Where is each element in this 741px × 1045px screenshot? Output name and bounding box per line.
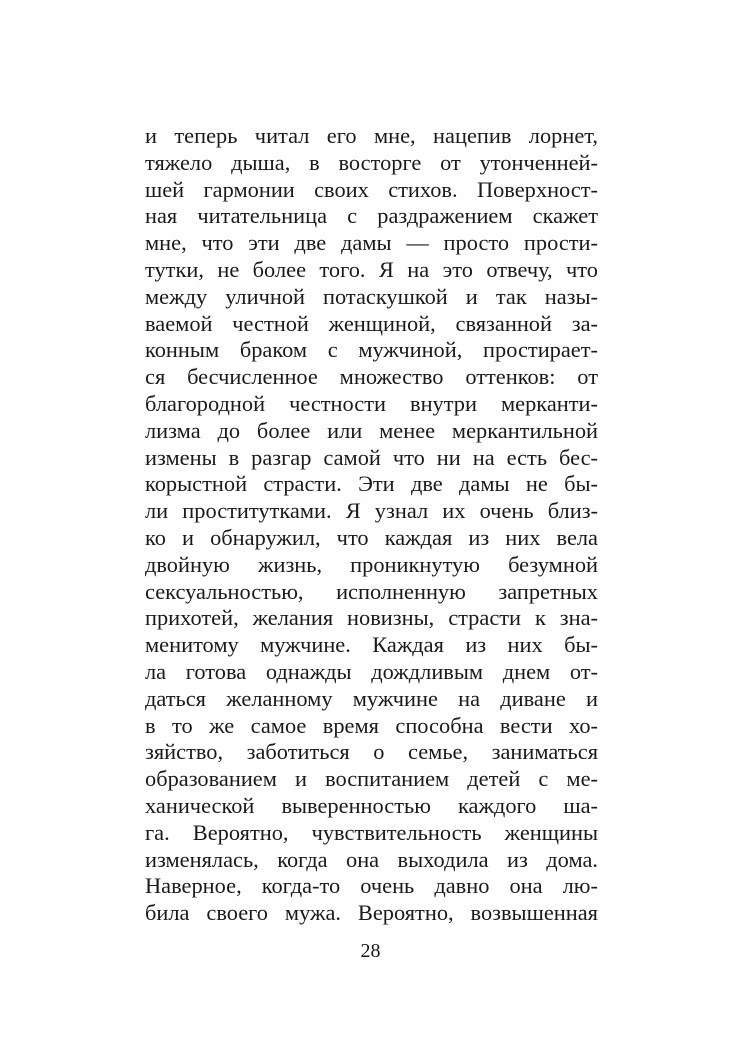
text-line: ся бесчисленное множество оттенков: от (145, 364, 598, 390)
text-line: га. Вероятно, чувствительность женщины (145, 819, 598, 845)
text-line: в то же самое время способна вести хо- (145, 712, 598, 738)
text-line: Наверное, когда-то очень давно она лю- (145, 873, 598, 899)
text-line: шей гармонии своих стихов. Поверхност- (145, 176, 598, 202)
text-line: прихотей, желания новизны, страсти к зна- (145, 605, 598, 631)
text-line: благородной честности внутри мерканти- (145, 390, 598, 416)
text-line: мне, что эти две дамы — просто прости- (145, 230, 598, 256)
text-line: ко и обнаружил, что каждая из них вела (145, 524, 598, 550)
text-line: ханической выверенностью каждого ша- (145, 792, 598, 818)
text-line: и теперь читал его мне, нацепив лорнет, (145, 123, 598, 148)
page-number: 28 (360, 940, 381, 962)
text-line: менитому мужчине. Каждая из них бы- (145, 632, 598, 658)
text-line: измены в разгар самой что ни на есть бес- (145, 444, 598, 470)
text-line: между уличной потаскушкой и так назы- (145, 283, 598, 309)
text-line: била своего мужа. Вероятно, возвышенная (145, 900, 598, 926)
text-line: тяжело дыша, в восторге от утонченней- (145, 149, 598, 175)
text-line: образованием и воспитанием детей с ме- (145, 766, 598, 792)
text-line: ная читательница с раздражением скажет (145, 203, 598, 229)
text-line: конным браком с мужчиной, простирает- (145, 337, 598, 363)
text-line: изменялась, когда она выходила из дома. (145, 846, 598, 872)
text-line: двойную жизнь, проникнутую безумной (145, 551, 598, 577)
text-line: сексуальностью, исполненную запретных (145, 578, 598, 604)
text-line: даться желанному мужчине на диване и (145, 685, 598, 711)
body-text (145, 123, 598, 927)
text-line: тутки, не более того. Я на это отвечу, что (145, 256, 598, 282)
text-line: ла готова однажды дождливым днем от- (145, 658, 598, 684)
text-line: корыстной страсти. Эти две дамы не бы- (145, 471, 598, 497)
text-line: ваемой честной женщиной, связанной за- (145, 310, 598, 336)
text-line: зяйство, заботиться о семье, заниматься (145, 739, 598, 765)
text-line: лизма до более или менее меркантильной (145, 417, 598, 443)
text-line: ли проститутками. Я узнал их очень близ- (145, 498, 598, 524)
